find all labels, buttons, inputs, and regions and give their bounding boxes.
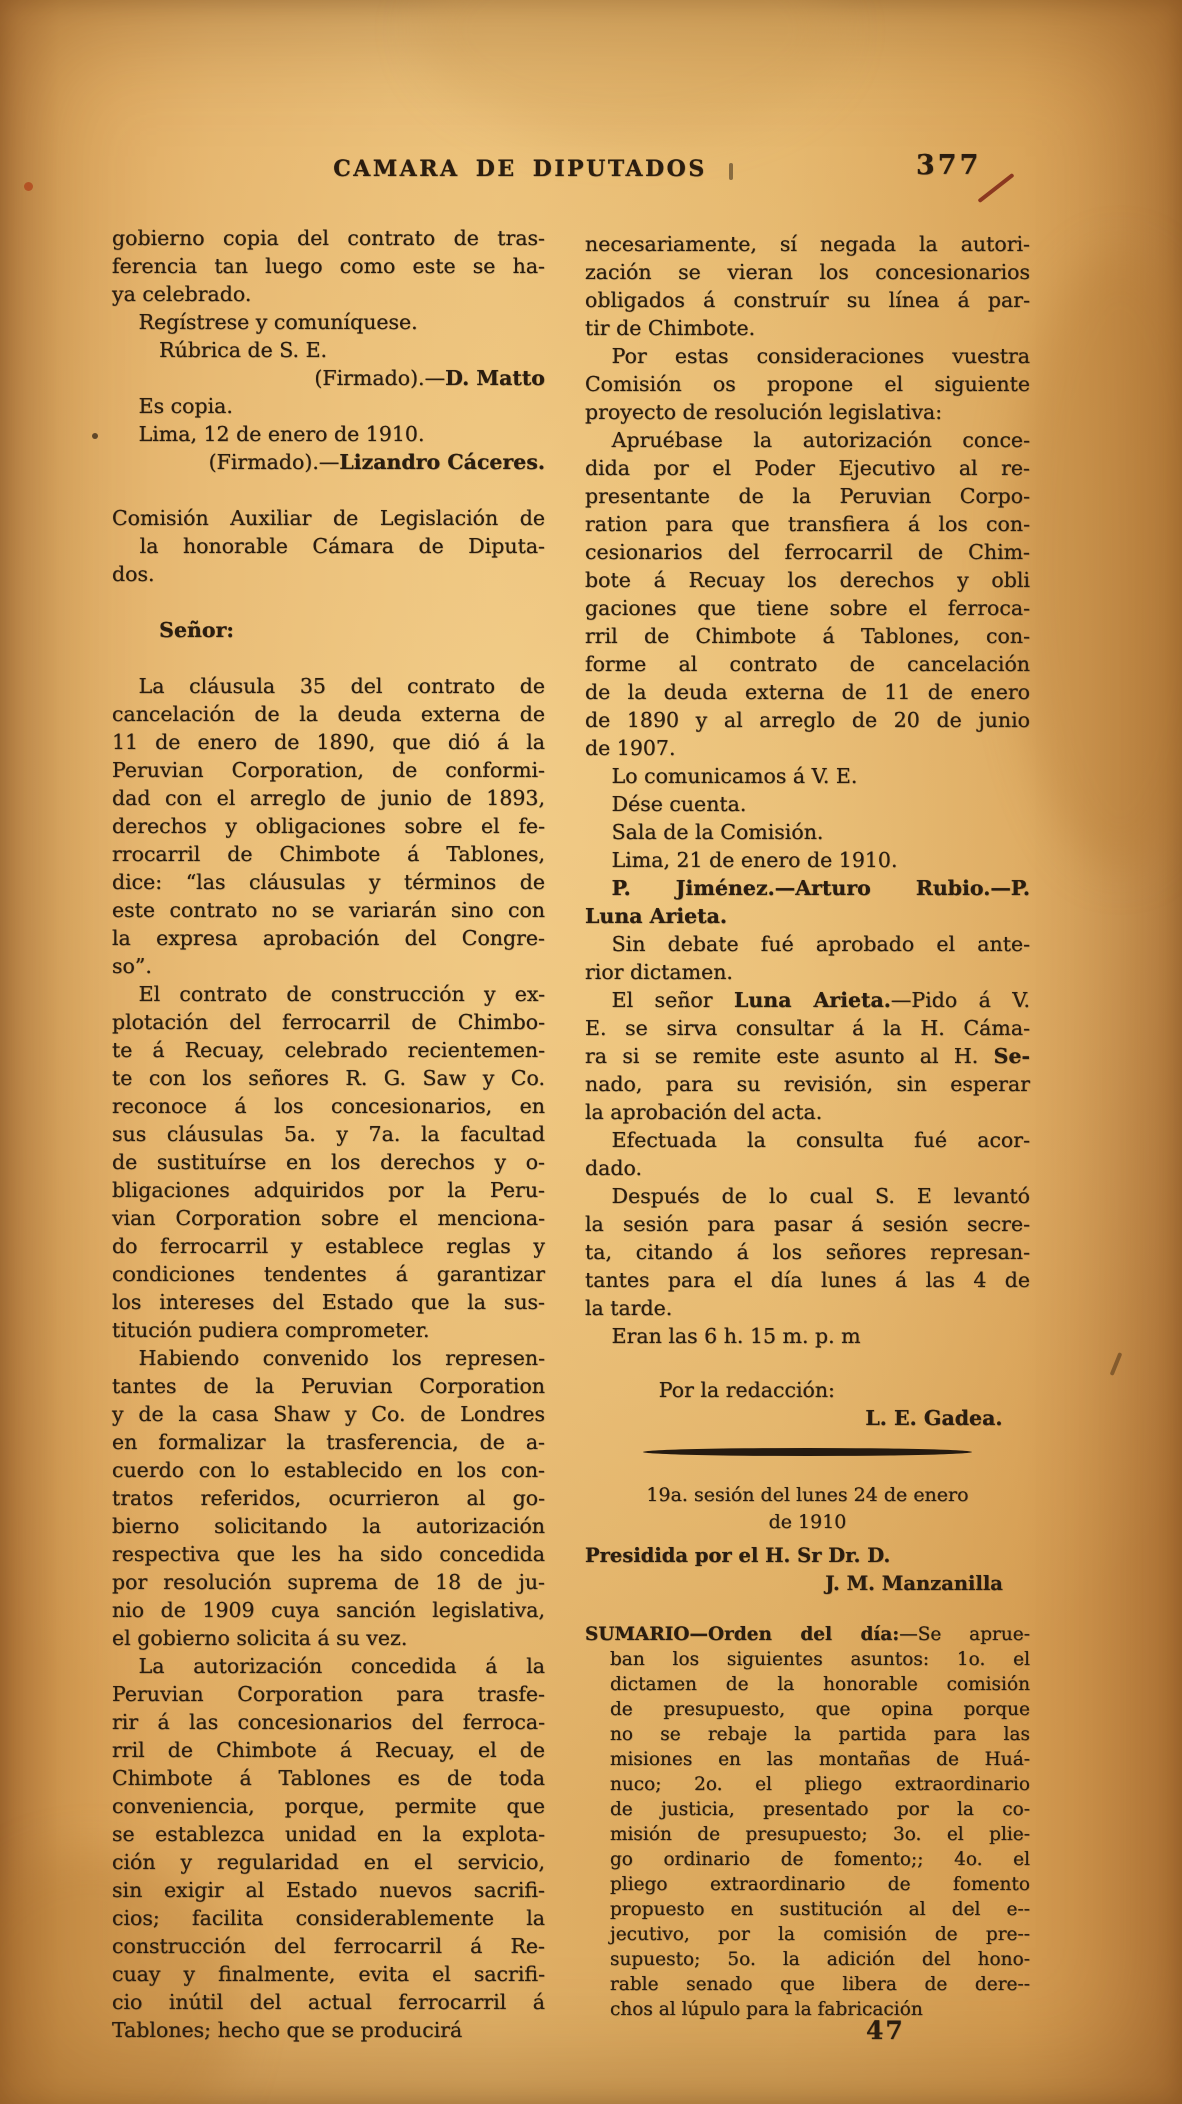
- text-line: rril de Chimbote á Tablones, con-: [585, 624, 1030, 648]
- text-line: tir de Chimbote.: [585, 316, 756, 340]
- text-line: titución pudiera comprometer.: [112, 1318, 430, 1342]
- text-line: construcción del ferrocarril á Re-: [112, 1934, 545, 1958]
- ink-speck-icon: [1110, 1352, 1123, 1376]
- text-line: de la deuda externa de 11 de enero: [585, 680, 1030, 704]
- text-line: te con los señores R. G. Saw y Co.: [112, 1066, 545, 1090]
- text-line: nio de 1909 cuya sanción legislativa,: [112, 1598, 545, 1622]
- text-line: bote á Recuay los derechos y obli: [585, 568, 1030, 592]
- text-line: reconoce á los concesionarios, en: [112, 1094, 545, 1118]
- text-line: de sustituírse en los derechos y o-: [112, 1150, 545, 1174]
- text-line: derechos y obligaciones sobre el fe-: [112, 814, 545, 838]
- text-line: y de la casa Shaw y Co. de Londres: [112, 1402, 545, 1426]
- text-line: Dése cuenta.: [611, 792, 747, 816]
- text-line: rable senado que libera de dere--: [609, 1974, 1030, 1995]
- text-line: los intereses del Estado que la sus-: [112, 1290, 545, 1314]
- text-line: dad con el arreglo de junio de 1893,: [112, 786, 545, 810]
- text-line: obligados á construír su línea á par-: [585, 288, 1030, 312]
- text-line: do ferrocarril y establece reglas y: [112, 1234, 545, 1258]
- text-line: Efectuada la consulta fué acor-: [611, 1128, 1030, 1152]
- text-line: Sala de la Comisión.: [611, 820, 824, 844]
- text-line: L. E. Gadea.: [865, 1406, 1003, 1430]
- text-line: ration para que transfiera á los con-: [585, 512, 1030, 536]
- text-line: Es copia.: [138, 394, 233, 418]
- text-line: misión de presupuesto; 3o. el plie-: [609, 1824, 1030, 1845]
- text-line: en formalizar la trasferencia, de a-: [112, 1430, 545, 1454]
- text-line: rir á las concesionarios del ferroca-: [112, 1710, 545, 1734]
- text-line: Sin debate fué aprobado el ante-: [611, 932, 1030, 956]
- text-line: dida por el Poder Ejecutivo al re-: [585, 456, 1030, 480]
- ink-mark-icon: [729, 163, 733, 180]
- text-line: Comisión Auxiliar de Legislación de: [112, 506, 545, 530]
- text-line: no se rebaje la partida para las: [609, 1724, 1030, 1745]
- text-line: misiones en las montañas de Huá-: [609, 1749, 1030, 1770]
- text-line: El señor Luna Arieta.—Pido á V.: [611, 988, 1030, 1012]
- text-line: Peruvian Corporation para trasfe-: [112, 1682, 545, 1706]
- text-line: Comisión os propone el siguiente: [585, 372, 1030, 396]
- right-column: [585, 230, 1030, 2022]
- page-number-bottom: 47: [866, 2016, 905, 2045]
- text-line: de presupuesto, que opina porque: [609, 1699, 1030, 1720]
- text-line: Regístrese y comuníquese.: [138, 310, 418, 334]
- text-line: este contrato no se variarán sino con: [112, 898, 545, 922]
- text-line: Apruébase la autorización conce-: [611, 428, 1030, 452]
- text-line: ban los siguientes asuntos: 1o. el: [609, 1649, 1030, 1670]
- text-line: Peruvian Corporation, de conformi-: [112, 758, 545, 782]
- text-line: de justicia, presentado por la co-: [609, 1799, 1030, 1820]
- text-line: necesariamente, sí negada la autori-: [585, 232, 1030, 256]
- text-line: nuco; 2o. el pliego extraordinario: [609, 1774, 1030, 1795]
- text-line: Eran las 6 h. 15 m. p. m: [611, 1324, 861, 1348]
- text-line: propuesto en sustitución al del e--: [609, 1899, 1030, 1920]
- pen-mark-icon: [977, 173, 1014, 203]
- text-line: Después de lo cual S. E levantó: [611, 1184, 1030, 1208]
- text-line: dos.: [112, 562, 155, 586]
- section-divider-rule: [643, 1448, 972, 1456]
- text-line: tantes de la Peruvian Corporation: [112, 1374, 545, 1398]
- text-line: supuesto; 5o. la adición del hono-: [609, 1949, 1030, 1970]
- text-line: La autorización concedida á la: [138, 1654, 545, 1678]
- text-line: Presidida por el H. Sr Dr. D.: [585, 1544, 891, 1567]
- text-line: rior dictamen.: [585, 960, 733, 984]
- text-line: (Firmado).—Lizandro Cáceres.: [208, 450, 545, 474]
- text-line: cancelación de la deuda externa de: [112, 702, 545, 726]
- text-line: la honorable Cámara de Diputa-: [139, 534, 545, 558]
- text-line: de 1907.: [585, 736, 676, 760]
- text-line: so”.: [112, 954, 152, 978]
- text-line: 19a. sesión del lunes 24 de enero: [646, 1484, 969, 1506]
- text-line: Lo comunicamos á V. E.: [611, 764, 858, 788]
- text-line: La cláusula 35 del contrato de: [138, 674, 545, 698]
- text-line: la sesión para pasar á sesión secre-: [585, 1212, 1030, 1236]
- text-line: te á Recuay, celebrado recientemen-: [112, 1038, 545, 1062]
- page-number-top: 377: [916, 150, 982, 181]
- text-line: rrocarril de Chimbote á Tablones,: [112, 842, 545, 866]
- text-line: forme al contrato de cancelación: [585, 652, 1030, 676]
- text-line: la tarde.: [585, 1296, 673, 1320]
- ink-speck-icon: [92, 433, 98, 439]
- text-line: sin exigir al Estado nuevos sacrifi-: [112, 1878, 545, 1902]
- left-column: [112, 224, 545, 2044]
- text-line: jecutivo, por la comisión de pre--: [609, 1924, 1030, 1945]
- text-line: zación se vieran los concesionarios: [585, 260, 1030, 284]
- text-line: ya celebrado.: [112, 282, 252, 306]
- text-line: cios; facilita considerablemente la: [112, 1906, 545, 1930]
- text-line: (Firmado).—D. Matto: [314, 366, 545, 390]
- text-line: rril de Chimbote á Recuay, el de: [112, 1738, 545, 1762]
- text-line: SUMARIO—Orden del día:—Se aprue-: [585, 1624, 1030, 1645]
- text-line: por resolución suprema de 18 de ju-: [112, 1570, 545, 1594]
- text-line: respectiva que les ha sido concedida: [112, 1542, 545, 1566]
- text-line: dictamen de la honorable comisión: [609, 1674, 1030, 1695]
- text-line: de 1910: [768, 1511, 847, 1533]
- text-line: vian Corporation sobre el menciona-: [112, 1206, 545, 1230]
- text-line: chos al lúpulo para la fabricación: [609, 1999, 923, 2020]
- text-line: go ordinario de fomento;; 4o. el: [609, 1849, 1030, 1870]
- text-line: gaciones que tiene sobre el ferroca-: [585, 596, 1030, 620]
- text-line: bligaciones adquiridos por la Peru-: [112, 1178, 545, 1202]
- paper-stain: [420, 0, 840, 140]
- text-line: la aprobación del acta.: [585, 1100, 823, 1124]
- text-line: Chimbote á Tablones es de toda: [112, 1766, 545, 1790]
- text-line: Por estas consideraciones vuestra: [611, 344, 1030, 368]
- text-line: sus cláusulas 5a. y 7a. la facultad: [112, 1122, 545, 1146]
- text-line: se establezca unidad en la explota-: [112, 1822, 545, 1846]
- text-line: Luna Arieta.: [585, 904, 728, 928]
- text-line: el gobierno solicita á su vez.: [112, 1626, 408, 1650]
- text-line: cio inútil del actual ferrocarril á: [112, 1990, 545, 2014]
- text-line: Por la redacción:: [658, 1378, 835, 1402]
- text-line: P. Jiménez.—Arturo Rubio.—P.: [611, 876, 1030, 900]
- text-line: tantes para el día lunes á las 4 de: [585, 1268, 1030, 1292]
- text-line: Tablones; hecho que se producirá: [112, 2018, 463, 2042]
- text-line: proyecto de resolución legislativa:: [585, 400, 943, 424]
- text-line: plotación del ferrocarril de Chimbo-: [112, 1010, 545, 1034]
- text-line: condiciones tendentes á garantizar: [112, 1262, 545, 1286]
- text-line: nado, para su revisión, sin esperar: [585, 1072, 1030, 1096]
- text-line: El contrato de construcción y ex-: [138, 982, 545, 1006]
- text-line: Habiendo convenido los represen-: [138, 1346, 545, 1370]
- text-line: cuay y finalmente, evita el sacrifi-: [112, 1962, 545, 1986]
- text-line: ción y regularidad en el servicio,: [112, 1850, 545, 1874]
- text-line: cesionarios del ferrocarril de Chim-: [585, 540, 1030, 564]
- text-line: bierno solicitando la autorización: [112, 1514, 545, 1538]
- text-line: tratos referidos, ocurrieron al go-: [112, 1486, 545, 1510]
- text-line: Lima, 12 de enero de 1910.: [138, 422, 425, 446]
- text-line: conveniencia, porque, permite que: [112, 1794, 545, 1818]
- text-line: 11 de enero de 1890, que dió á la: [112, 730, 545, 754]
- text-line: dice: “las cláusulas y términos de: [112, 870, 545, 894]
- text-line: E. se sirva consultar á la H. Cáma-: [585, 1016, 1030, 1040]
- text-line: Señor:: [159, 618, 234, 642]
- text-line: presentante de la Peruvian Corpo-: [585, 484, 1030, 508]
- text-line: J. M. Manzanilla: [825, 1572, 1003, 1595]
- text-line: dado.: [585, 1156, 642, 1180]
- ink-speck-icon: [24, 182, 33, 191]
- text-line: cuerdo con lo establecido en los con-: [112, 1458, 545, 1482]
- page-header-title: CAMARA DE DIPUTADOS: [333, 156, 707, 182]
- text-line: gobierno copia del contrato de tras-: [112, 226, 545, 250]
- text-line: Rúbrica de S. E.: [159, 338, 328, 362]
- text-line: ta, citando á los señores represan-: [585, 1240, 1030, 1264]
- text-line: ferencia tan luego como este se ha-: [112, 254, 545, 278]
- text-line: la expresa aprobación del Congre-: [112, 926, 545, 950]
- paper-stain: [1010, 250, 1182, 870]
- text-line: Lima, 21 de enero de 1910.: [611, 848, 898, 872]
- text-line: pliego extraordinario de fomento: [609, 1874, 1030, 1895]
- text-line: de 1890 y al arreglo de 20 de junio: [585, 708, 1030, 732]
- text-line: ra si se remite este asunto al H. Se-: [585, 1044, 1030, 1068]
